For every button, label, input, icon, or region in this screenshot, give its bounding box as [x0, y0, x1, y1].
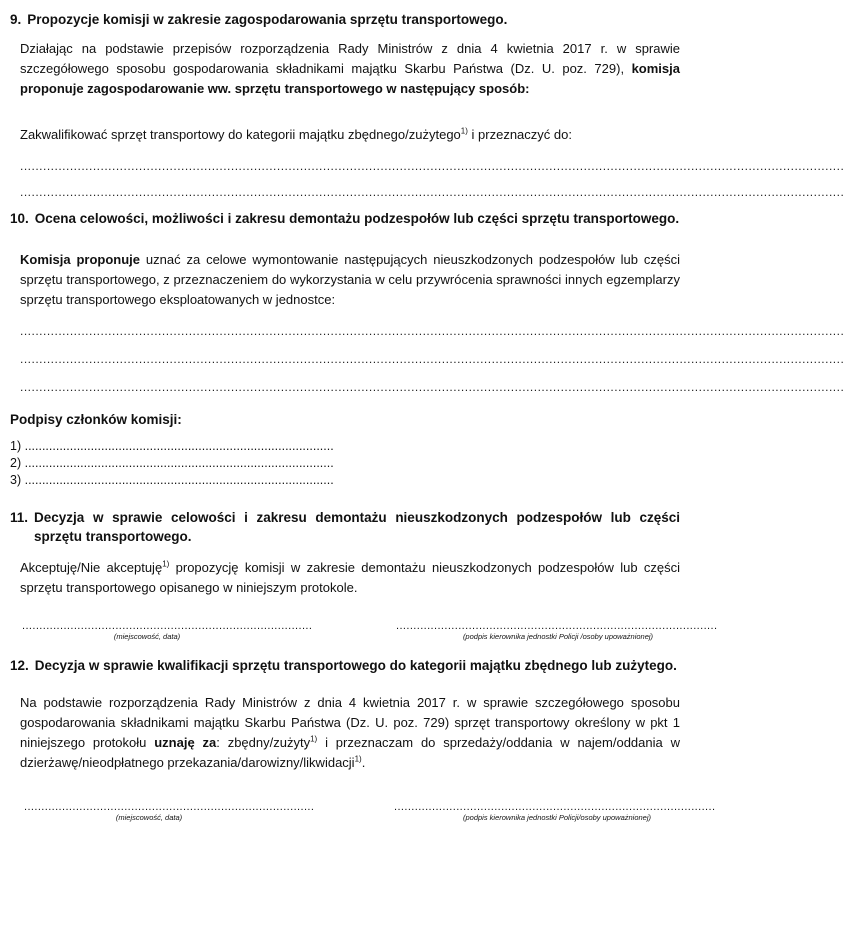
qualify-text: Zakwalifikować sprzęt transportowy do kategorii majątku zbędnego/zużytego [20, 127, 461, 142]
fill-line[interactable]: ....................................................................................................................................................................................................................... [20, 185, 844, 199]
place-date-field[interactable] [22, 620, 313, 641]
footnote-ref: 1) [354, 754, 362, 764]
section-9-heading [10, 10, 680, 29]
section-12-text-2: : zbędny/zużyty [216, 735, 311, 750]
dotted-line: .................................................................................... [24, 801, 315, 813]
section-11-paragraph [20, 558, 680, 598]
member-signature-line[interactable]: 1) ......................................................................................... [10, 439, 334, 453]
qualify-text-end: i przeznaczyć do: [471, 127, 572, 142]
member-signature-line[interactable]: 3) ......................................................................................... [10, 473, 334, 487]
footnote-ref: 1) [310, 734, 318, 744]
section-9-paragraph-bold: komisja proponuje zagospodarowanie ww. sprzętu transportowego w następujący sposób: [20, 61, 680, 96]
section-11-title: Decyzja w sprawie celowości i zakresu demontażu nieuszkodzonych podzespołów lub części sprzętu transportowego. [34, 510, 680, 544]
section-12-end: . [361, 755, 366, 770]
section-12-number: 12. [10, 658, 29, 673]
member-number: 2) [10, 456, 22, 470]
protocol-page [10, 8, 844, 831]
place-date-caption: (miejscowość, data) [115, 813, 183, 822]
section-12-text-3: i przeznaczam do sprzedaży/oddania w najem/oddania w dzierżawę/nieodpłatnego przekazania/darowizny/likwidacji [20, 735, 680, 770]
fill-line[interactable]: ....................................................................................................................................................................................................................... [20, 324, 844, 338]
fill-line[interactable]: ....................................................................................................................................................................................................................... [20, 159, 844, 173]
section-10-text: uznać za celowe wymontowanie następujących nieuszkodzonych podzespołów lub części sprzętu transportowego, z przeznaczeniem do wykorzystania w celu przywrócenia sprawności innych egzemplarzy sprzętu transportowego eksploatowanych w jednostce: [20, 252, 680, 307]
section-9-paragraph [20, 39, 680, 99]
dotted-line: ............................................................................................. [396, 620, 718, 632]
fill-line[interactable]: ....................................................................................................................................................................................................................... [20, 352, 844, 366]
head-signature-caption: (podpis kierownika jednostki Policji/osoby upoważnionej) [462, 813, 652, 822]
section-10-bold-lead: Komisja proponuje [20, 252, 140, 267]
section-9-title: Propozycje komisji w zakresie zagospodarowania sprzętu transportowego. [27, 12, 508, 27]
head-signature-caption: (podpis kierownika jednostki Policji /osoby upoważnionej) [462, 632, 654, 641]
section-11-signature-row [10, 620, 718, 650]
head-signature-field[interactable] [394, 801, 716, 822]
section-10-paragraph [20, 250, 680, 310]
section-10-title: Ocena celowości, możliwości i zakresu demontażu podzespołów lub części sprzętu transportowego. [34, 211, 680, 226]
member-number: 1) [10, 439, 22, 453]
section-12-heading [10, 656, 680, 675]
section-11-text: Akceptuję/Nie akceptuję [20, 560, 163, 575]
signatures-title: Podpisy członków komisji: [10, 412, 182, 427]
dotted-line: ............................................................................................. [394, 801, 716, 813]
section-10-heading [10, 209, 680, 228]
member-signature-line[interactable]: 2) ......................................................................................... [10, 456, 334, 470]
section-9-number: 9. [10, 12, 22, 27]
place-date-field[interactable] [24, 801, 315, 822]
section-11-number: 11. [10, 510, 29, 525]
dotted-line: .................................................................................... [22, 620, 313, 632]
fill-line[interactable]: ....................................................................................................................................................................................................................... [20, 380, 844, 394]
section-12-bold: uznaję za [154, 735, 217, 750]
section-12-paragraph [20, 693, 680, 773]
section-9-qualify-line [20, 125, 680, 145]
section-10-number: 10. [10, 211, 29, 226]
section-11-text-rest: propozycję komisji w zakresie demontażu nieuszkodzonych podzespołów lub części sprzętu transportowego opisanego w niniejszym protokole. [20, 560, 680, 595]
footnote-ref: 1) [162, 559, 170, 569]
section-12-title: Decyzja w sprawie kwalifikacji sprzętu transportowego do kategorii majątku zbędnego lub zużytego. [34, 658, 677, 673]
section-12-signature-row [10, 801, 716, 831]
member-number: 3) [10, 473, 22, 487]
section-11-heading [10, 508, 680, 546]
footnote-ref: 1) [460, 126, 468, 136]
members-list [10, 439, 680, 488]
head-signature-field[interactable] [396, 620, 718, 641]
section-12-text: Na podstawie rozporządzenia Rady Ministrów z dnia 4 kwietnia 2017 r. w sprawie szczegółowego sposobu gospodarowania składnikami majątku Skarbu Państwa (Dz. U. poz. 729) sprzęt transportowy określony w pkt 1 niniejszego protokołu [20, 695, 680, 750]
section-9-paragraph-text: Działając na podstawie przepisów rozporządzenia Rady Ministrów z dnia 4 kwietnia 2017 r. w sprawie szczegółowego sposobu gospodarowania składnikami majątku Skarbu Państwa (Dz. U. poz. 729), [20, 41, 680, 76]
place-date-caption: (miejscowość, data) [113, 632, 181, 641]
